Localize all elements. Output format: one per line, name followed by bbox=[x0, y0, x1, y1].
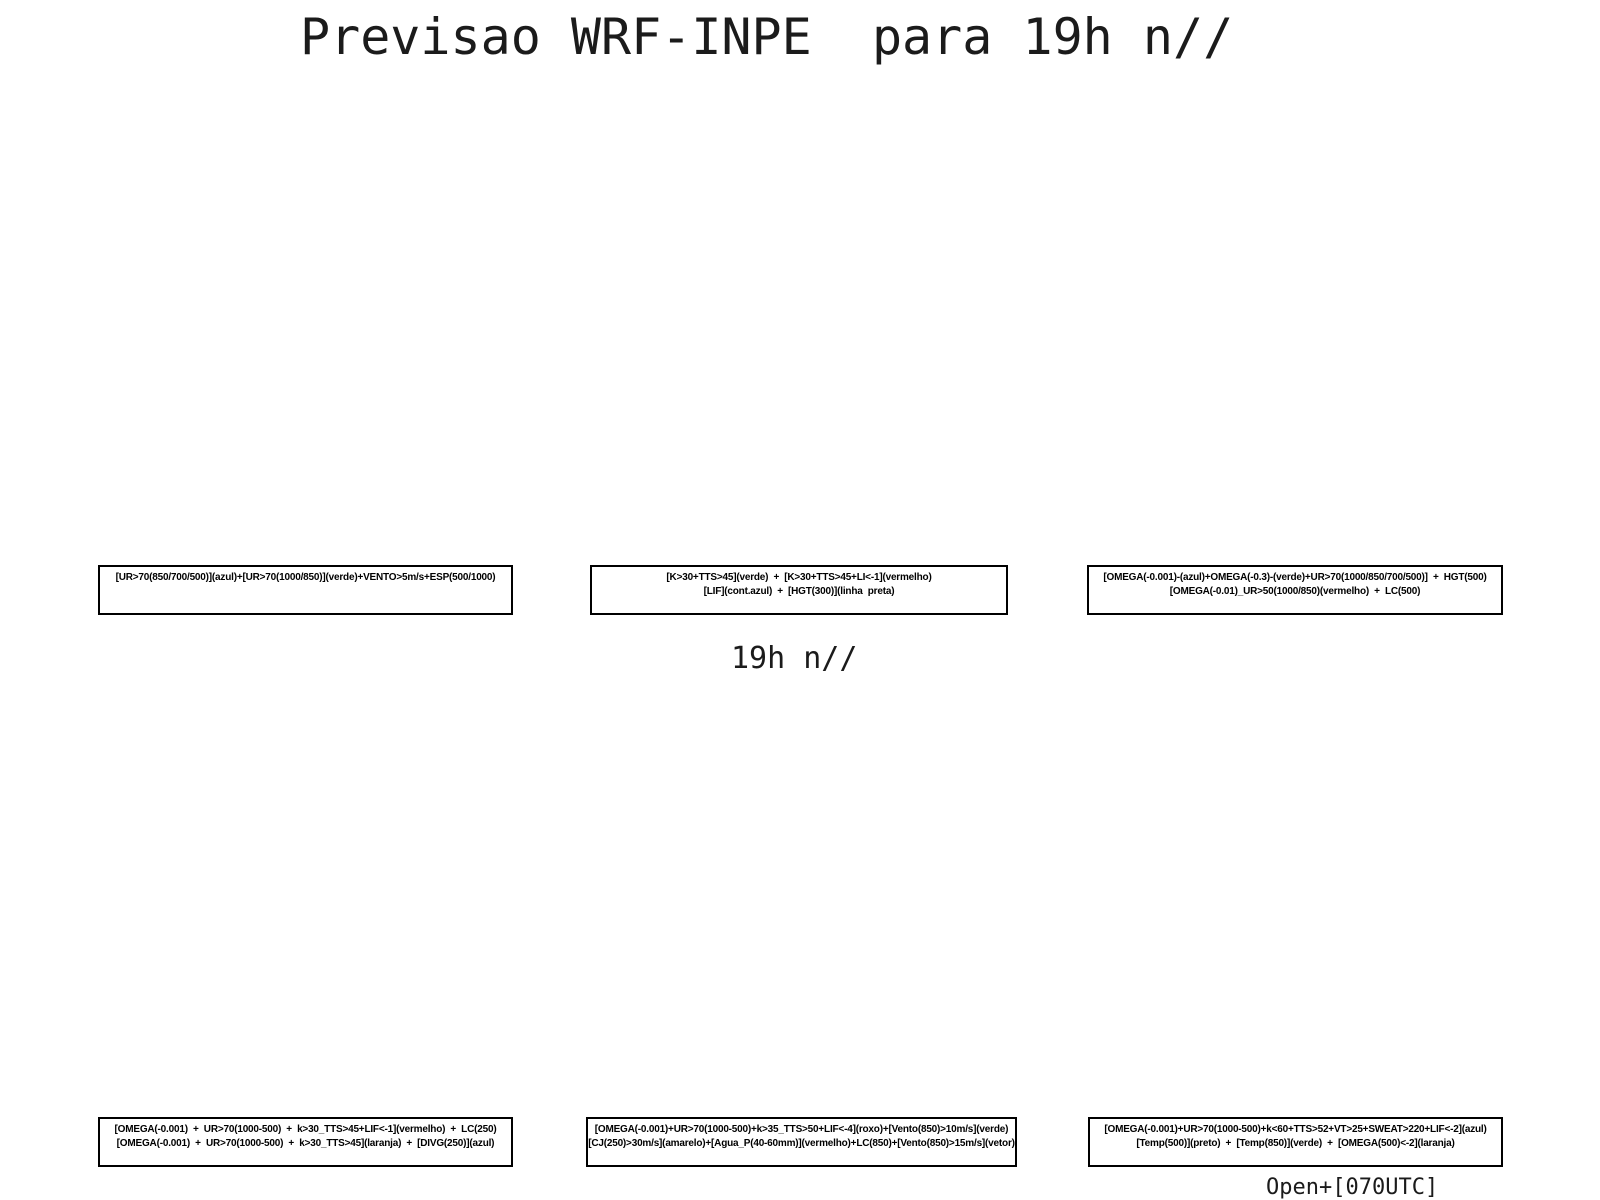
legend-box-bottom-center bbox=[586, 1117, 1017, 1167]
panel-time-label: 19h n// bbox=[731, 641, 858, 676]
legend-line: [CJ(250)>30m/s](amarelo)+[Agua_P(40-60mm)](vermelho)+LC(850)+[Vento(850)>15m/s](vetor) bbox=[588, 1138, 1015, 1149]
legend-line: [OMEGA(-0.001) + UR>70(1000-500) + k>30_TTS>45](laranja) + [DIVG(250)](azul) bbox=[116, 1138, 495, 1149]
legend-box-bottom-right bbox=[1088, 1117, 1503, 1167]
legend-line: [OMEGA(-0.01)_UR>50(1000/850)(vermelho) + LC(500) bbox=[1169, 586, 1421, 597]
legend-line: [OMEGA(-0.001)-(azul)+OMEGA(-0.3)-(verde)+UR>70(1000/850/700/500)] + HGT(500) bbox=[1103, 572, 1487, 583]
page-title: Previsao WRF-INPE para 19h n// bbox=[300, 8, 1234, 66]
footer-open-utc-label: Open+[070UTC] bbox=[1266, 1175, 1439, 1200]
legend-line: [OMEGA(-0.001)+UR>70(1000-500)+k>35_TTS>50+LIF<-4](roxo)+[Vento(850)>10m/s](verde) bbox=[594, 1124, 1009, 1135]
legend-line: [LIF](cont.azul) + [HGT(300)](linha preta) bbox=[703, 586, 895, 597]
legend-line: [OMEGA(-0.001)+UR>70(1000-500)+k<60+TTS>52+VT>25+SWEAT>220+LIF<-2](azul) bbox=[1104, 1124, 1487, 1135]
legend-line: [UR>70(850/700/500)](azul)+[UR>70(1000/850)](verde)+VENTO>5m/s+ESP(500/1000) bbox=[115, 572, 496, 583]
legend-box-bottom-left bbox=[98, 1117, 513, 1167]
legend-box-top-left bbox=[98, 565, 513, 615]
legend-box-top-right bbox=[1087, 565, 1503, 615]
legend-line: [Temp(500)](preto) + [Temp(850)](verde) + [OMEGA(500)<-2](laranja) bbox=[1136, 1138, 1455, 1149]
legend-line: [K>30+TTS>45](verde) + [K>30+TTS>45+LI<-1](vermelho) bbox=[666, 572, 932, 583]
legend-line: [OMEGA(-0.001) + UR>70(1000-500) + k>30_TTS>45+LIF<-1](vermelho) + LC(250) bbox=[114, 1124, 497, 1135]
legend-box-top-center bbox=[590, 565, 1008, 615]
